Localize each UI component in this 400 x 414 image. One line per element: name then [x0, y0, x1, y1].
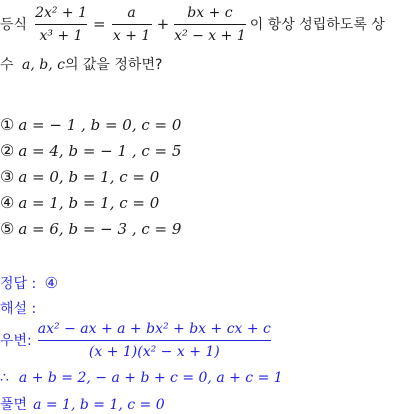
option-4[interactable]	[0, 193, 159, 212]
system-equations: a + b = 2, − a + b + c = 0, a + c = 1	[18, 370, 283, 386]
question-prefix: 등식	[0, 17, 28, 33]
rhs-fraction-1	[112, 4, 152, 45]
rhs1-denominator: x + 1	[112, 27, 151, 44]
solution-values: a = 1, b = 1, c = 0	[33, 397, 165, 413]
option-text: a = 4, b = − 1 , c = 5	[18, 142, 182, 160]
option-text: a = 0, b = 1, c = 0	[18, 168, 160, 186]
solve-label: 풀면	[0, 397, 28, 413]
lhs-fraction-bar	[35, 24, 87, 25]
option-marker: ③	[0, 167, 15, 186]
option-text: a = − 1 , b = 0, c = 0	[18, 116, 182, 134]
question-line2-post: 의 값을 정하면?	[64, 57, 163, 73]
answer-label: 정답 :	[0, 276, 37, 292]
rhs2-denominator: x² − x + 1	[174, 27, 246, 44]
rhs-combined-numerator: ax² − ax + a + bx² + bx + cx + c	[37, 320, 271, 337]
option-2[interactable]	[0, 141, 181, 160]
option-text: a = 1, b = 1, c = 0	[18, 194, 160, 212]
rhs-combined-fraction	[38, 320, 271, 361]
option-marker: ⑤	[0, 219, 15, 238]
question-line2-pre: 수	[0, 57, 14, 73]
option-marker: ④	[0, 193, 15, 212]
lhs-numerator: 2x² + 1	[35, 4, 88, 21]
therefore-symbol: ∴	[0, 370, 9, 386]
question-line-2	[0, 54, 162, 74]
question-line-1	[0, 4, 385, 44]
question-variables: a, b, c	[21, 57, 65, 73]
rhs-label: 우변:	[0, 333, 32, 349]
option-5[interactable]	[0, 219, 181, 238]
question-suffix: 이 항상 성립하도록 상	[249, 17, 385, 33]
option-marker: ①	[0, 115, 15, 134]
system-line	[0, 370, 283, 386]
equals-sign: =	[93, 15, 106, 33]
option-marker: ②	[0, 141, 15, 160]
rhs-combined-denominator: (x + 1)(x² − x + 1)	[88, 343, 220, 360]
lhs-fraction	[35, 4, 87, 45]
option-text: a = 6, b = − 3 , c = 9	[18, 220, 182, 238]
lhs-denominator: x³ + 1	[39, 27, 83, 44]
rhs1-numerator: a	[127, 4, 136, 21]
explanation-rhs	[0, 318, 271, 362]
rhs2-fraction-bar	[174, 24, 246, 25]
solution-line	[0, 394, 165, 414]
explanation-label: 해설 :	[0, 301, 37, 317]
answer-line	[0, 273, 58, 293]
rhs1-fraction-bar	[112, 24, 152, 25]
option-1[interactable]	[0, 115, 181, 134]
rhs2-numerator: bx + c	[187, 4, 233, 21]
plus-sign: +	[156, 15, 170, 33]
option-3[interactable]	[0, 167, 159, 186]
rhs-combined-bar	[38, 340, 271, 341]
rhs-fraction-2	[174, 4, 246, 45]
answer-value: ④	[44, 274, 59, 292]
